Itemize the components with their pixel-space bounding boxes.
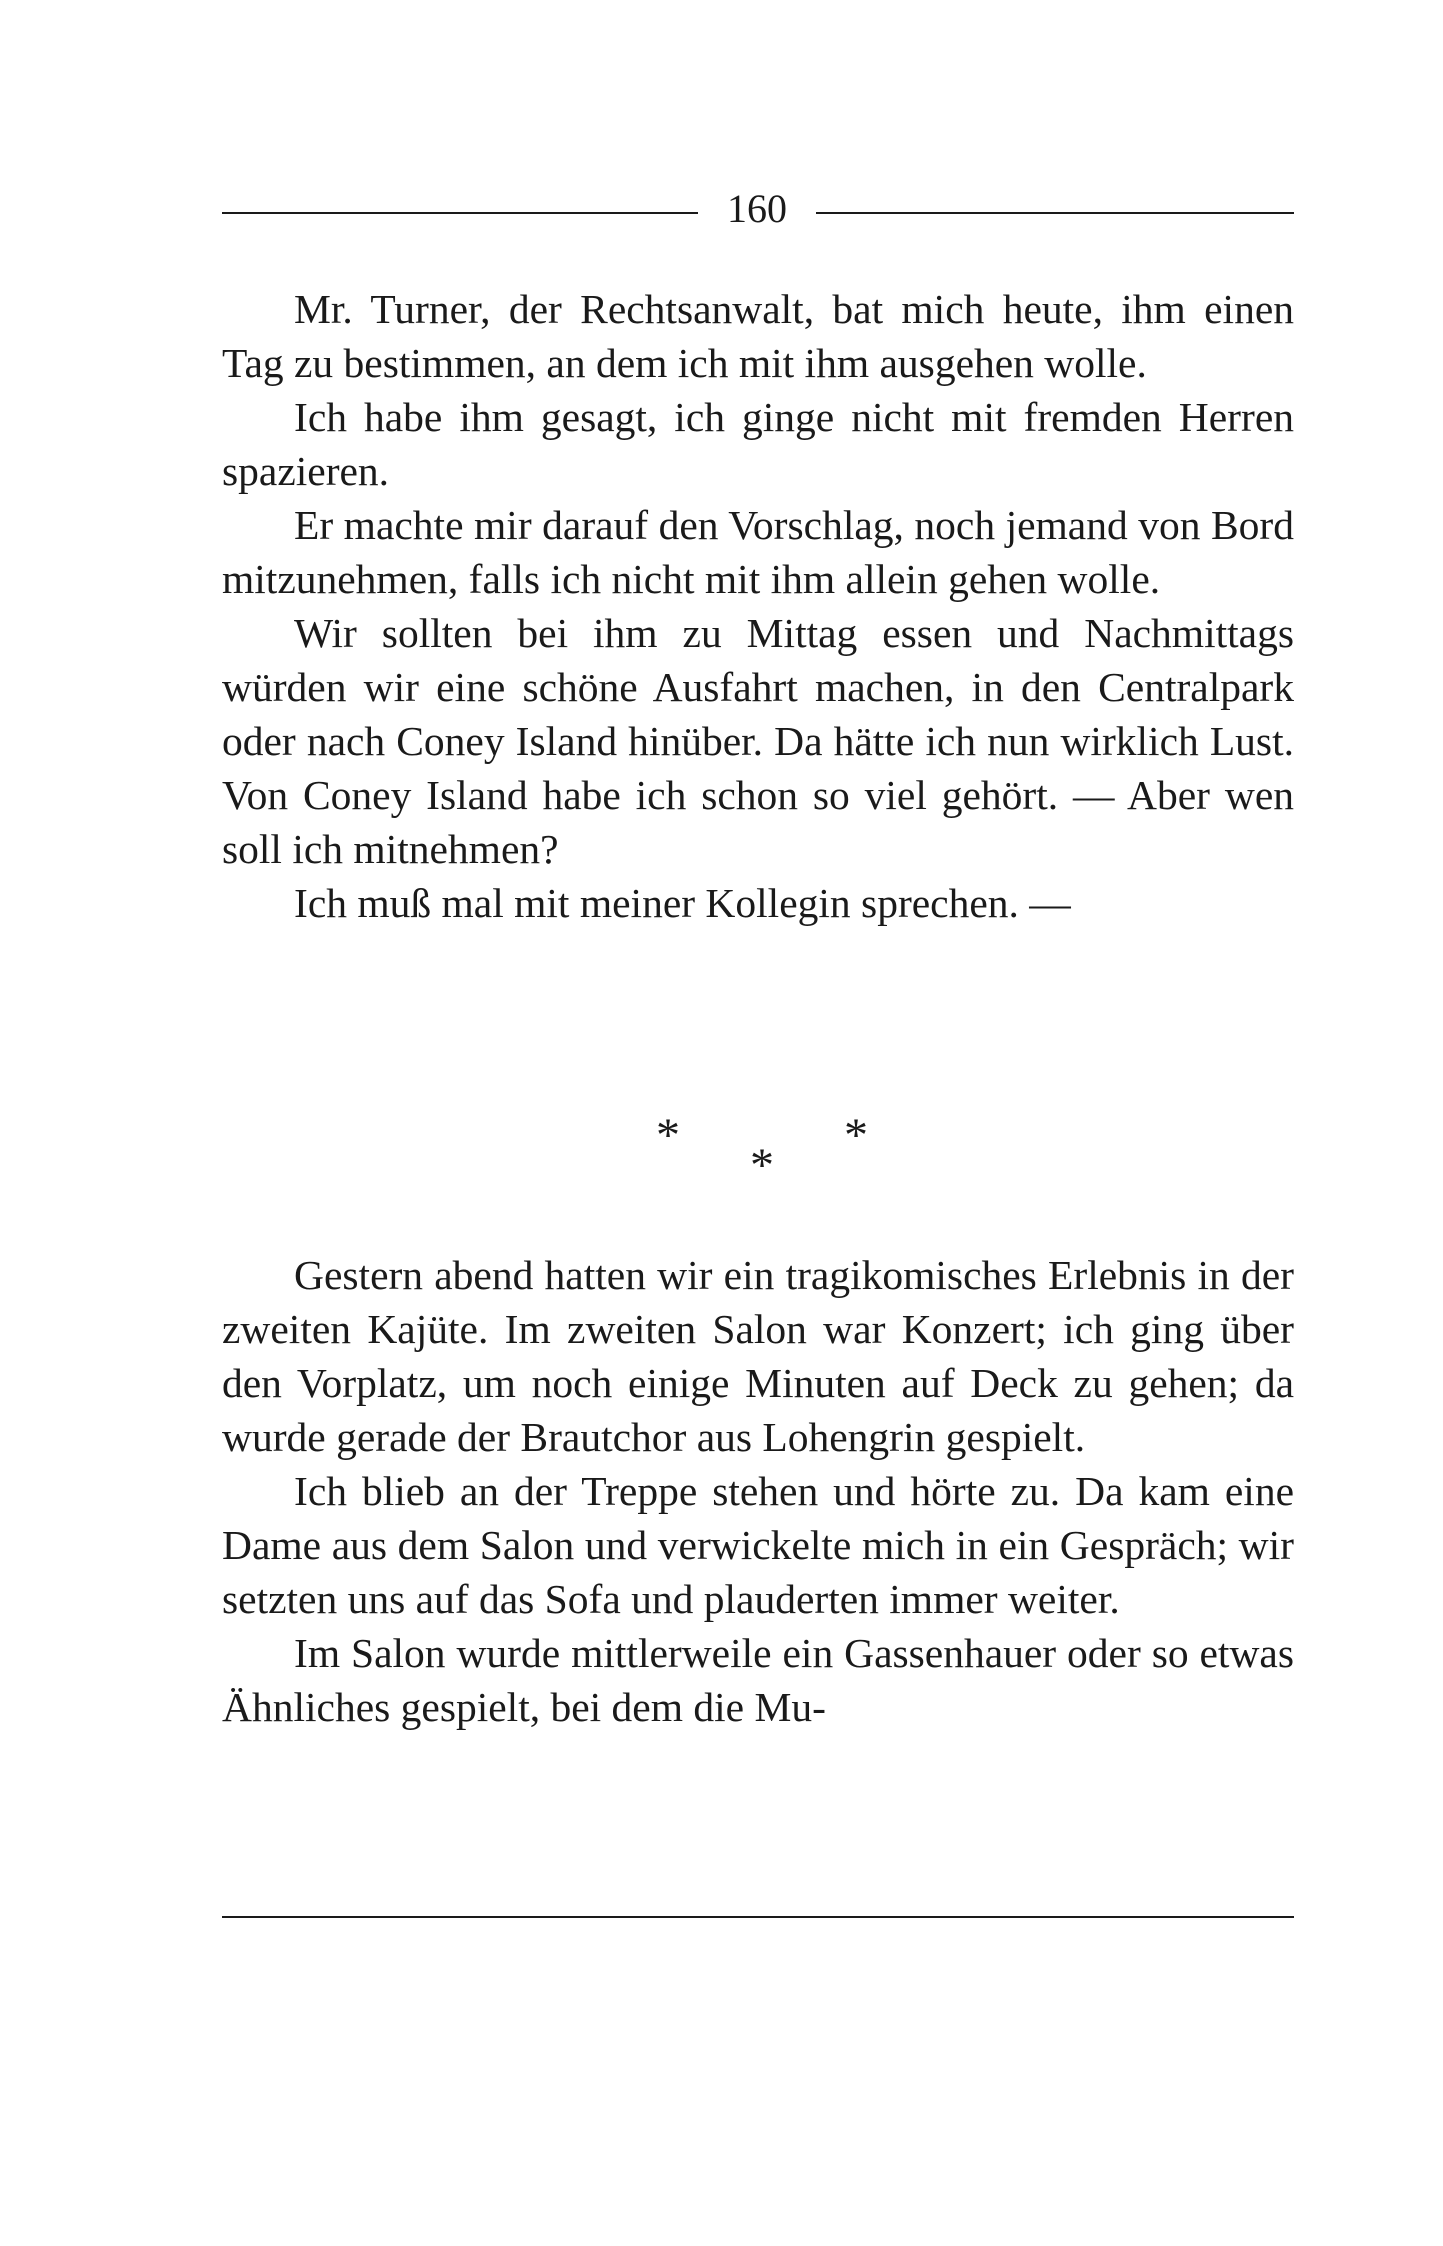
page-number: 160 <box>727 186 787 231</box>
paragraph: Wir sollten bei ihm zu Mittag essen und Nachmittags würden wir eine schöne Ausfahrt machen, in den Centralpark oder nach Coney Island hinüber. Da hätte ich nun wirklich Lust. Von Coney Island habe ich schon so viel gehört. — Aber wen soll ich mitnehmen? <box>222 610 1294 872</box>
paragraph: Ich muß mal mit meiner Kollegin sprechen. — <box>294 880 1071 926</box>
header-rule-right <box>816 212 1294 214</box>
header-rule-left <box>222 212 698 214</box>
paragraph: Gestern abend hatten wir ein tragikomisches Erlebnis in der zweiten Kajüte. Im zweiten Salon war Konzert; ich ging über den Vorplatz, um noch einige Minuten auf Deck zu gehen; da wurde gerade der Brautchor aus Lohengrin gespielt. <box>222 1252 1294 1460</box>
paragraph: Er machte mir darauf den Vorschlag, noch jemand von Bord mitzunehmen, falls ich nicht mit ihm allein gehen wolle. <box>222 502 1294 602</box>
paragraph: Mr. Turner, der Rechtsanwalt, bat mich heute, ihm einen Tag zu bestimmen, an dem ich mit ihm ausgehen wolle. <box>222 286 1294 386</box>
footer-rule <box>222 1916 1294 1918</box>
separator-star: * <box>656 1109 680 1162</box>
separator-star: * <box>844 1109 868 1162</box>
paragraph: Ich blieb an der Treppe stehen und hörte zu. Da kam eine Dame aus dem Salon und verwickelte mich in ein Gespräch; wir setzten uns auf das Sofa und plauderten immer weiter. <box>222 1468 1294 1622</box>
text-section-one <box>222 282 1294 930</box>
section-separator <box>640 1109 880 1222</box>
separator-star: * <box>750 1139 774 1192</box>
paragraph: Ich habe ihm gesagt, ich ginge nicht mit fremden Herren spazieren. <box>222 394 1294 494</box>
text-section-two <box>222 1248 1294 1734</box>
page-header <box>222 186 1294 232</box>
paragraph: Im Salon wurde mittlerweile ein Gassenhauer oder so etwas Ähnliches gespielt, bei dem die Mu- <box>222 1630 1294 1730</box>
